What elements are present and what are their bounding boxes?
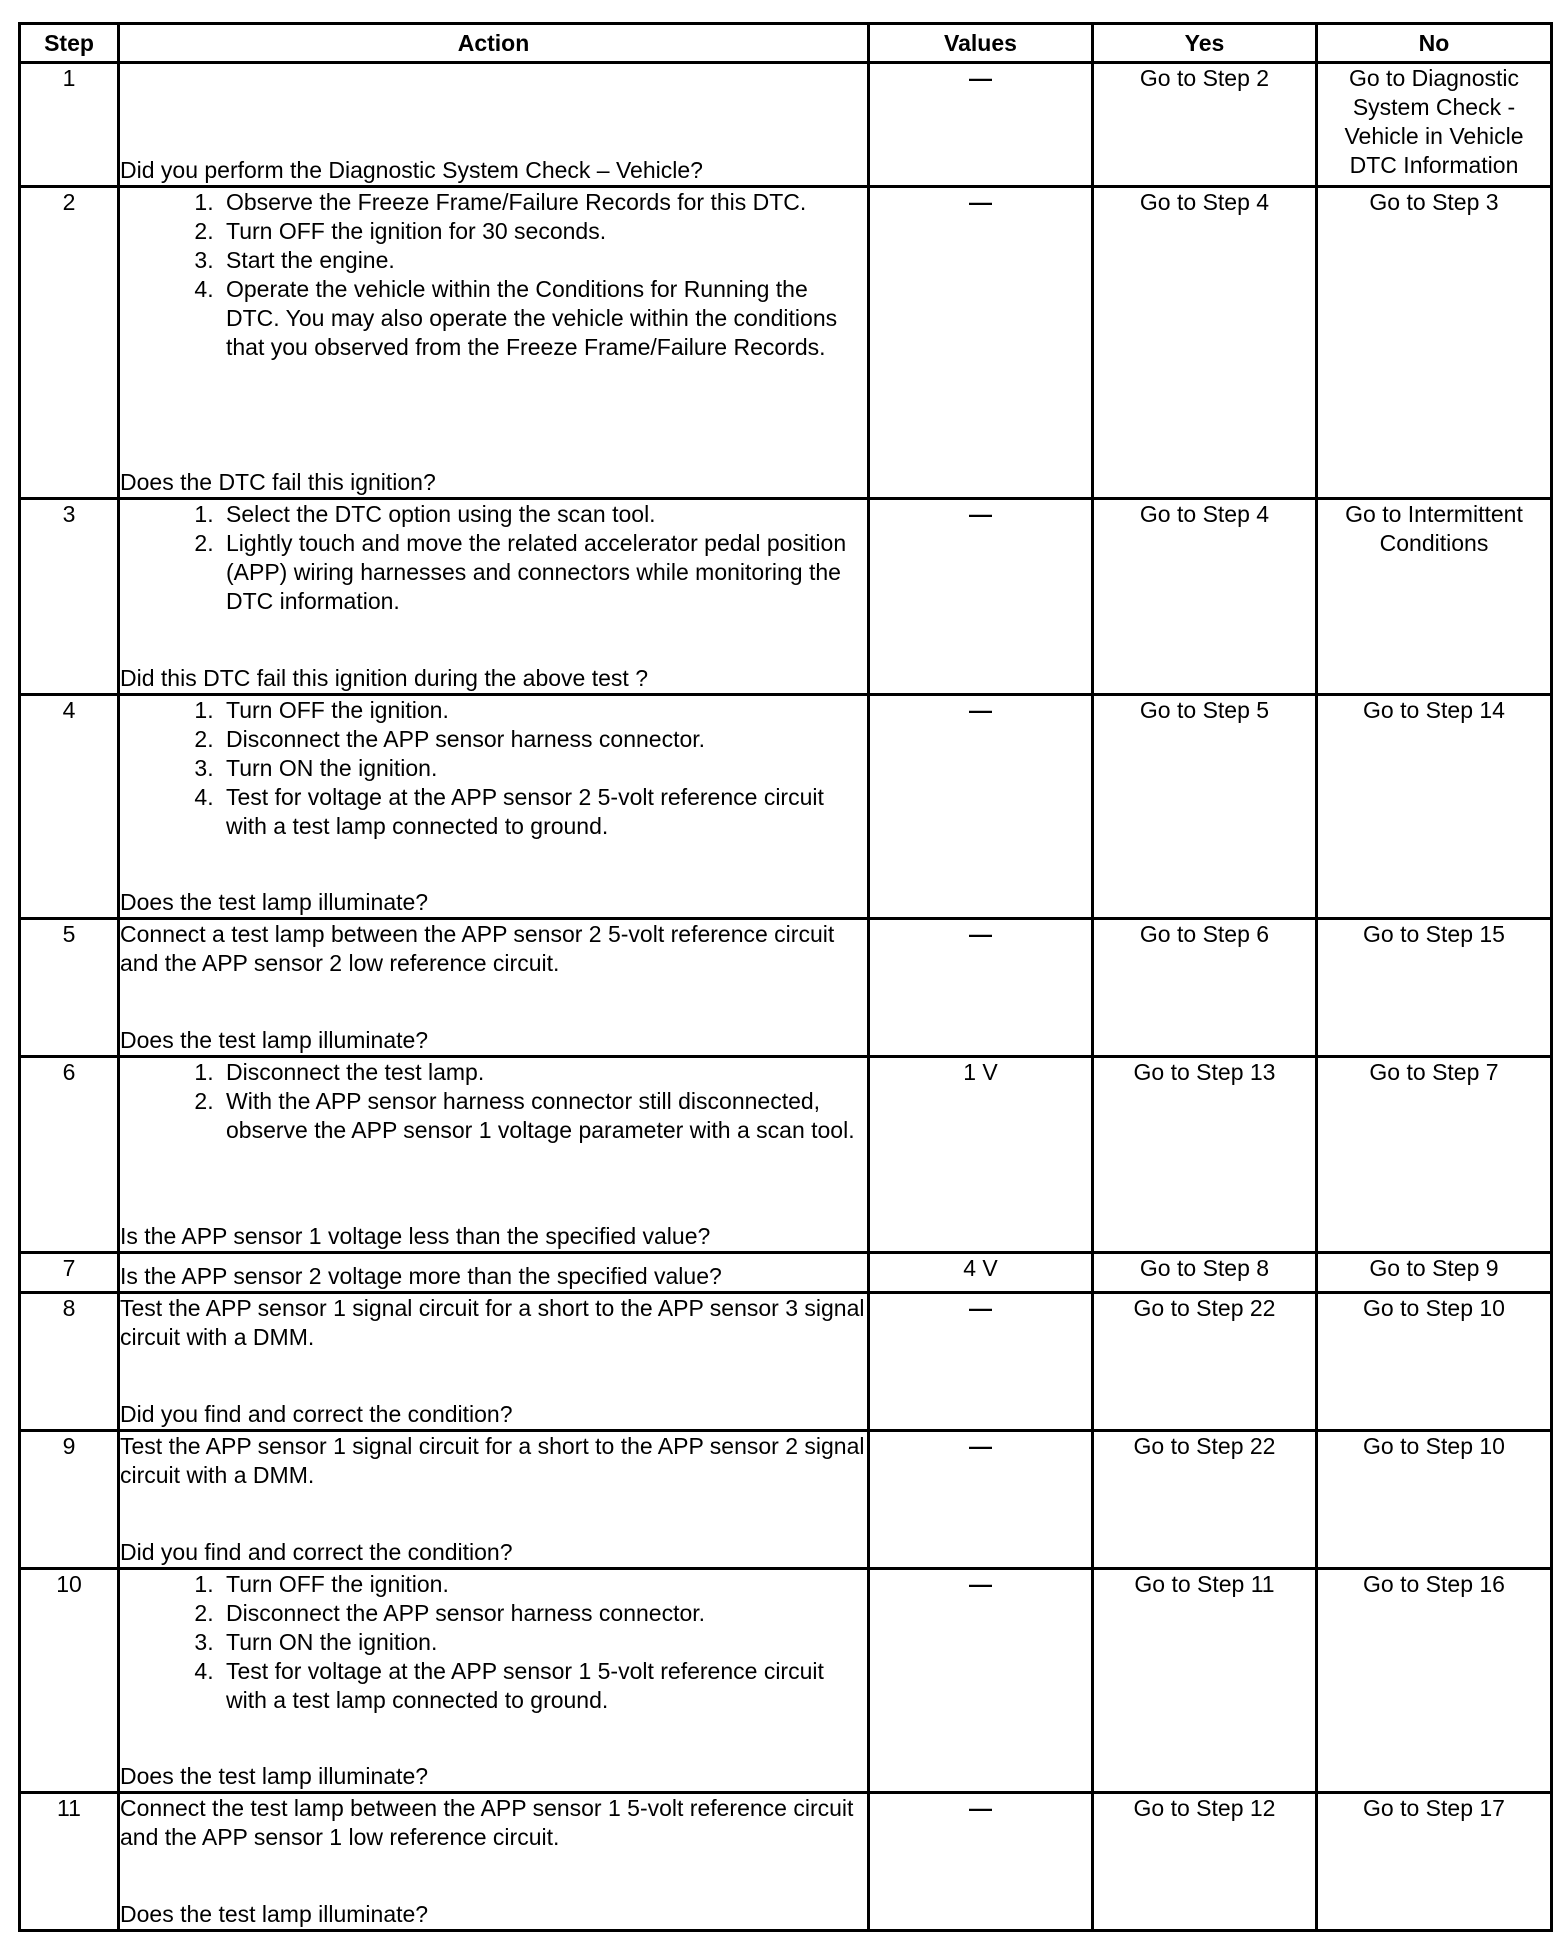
action-step-item: 2. With the APP sensor harness connector still disconnected, observe the APP sensor 1 voltage parameter with a scan tool. bbox=[220, 1087, 867, 1145]
step-number: 11 bbox=[20, 1793, 119, 1931]
no-cell: Go to Step 9 bbox=[1317, 1253, 1552, 1293]
no-cell: Go to Step 7 bbox=[1317, 1057, 1552, 1253]
no-cell: Go to Step 15 bbox=[1317, 919, 1552, 1057]
action-question: Does the test lamp illuminate? bbox=[120, 889, 429, 915]
table-row bbox=[20, 1293, 1552, 1431]
action-step-item: 4. Test for voltage at the APP sensor 2 5-volt reference circuit with a test lamp connected to ground. bbox=[220, 783, 867, 841]
action-step-item: 3. Turn ON the ignition. bbox=[220, 1628, 867, 1657]
step-number: 10 bbox=[20, 1569, 119, 1793]
action-step-item: 1. Select the DTC option using the scan tool. bbox=[220, 500, 867, 529]
action-steps-list bbox=[120, 696, 867, 841]
step-number: 5 bbox=[20, 919, 119, 1057]
action-step-item: 2. Disconnect the APP sensor harness connector. bbox=[220, 725, 867, 754]
step-number: 7 bbox=[20, 1253, 119, 1293]
action-question: Does the test lamp illuminate? bbox=[120, 1027, 429, 1053]
action-step-item: 2. Disconnect the APP sensor harness connector. bbox=[220, 1599, 867, 1628]
action-step-item: 4. Operate the vehicle within the Conditions for Running the DTC. You may also operate the vehicle within the conditions that you observed from the Freeze Frame/Failure Records. bbox=[220, 275, 867, 362]
action-text: Connect a test lamp between the APP sensor 2 5-volt reference circuit and the APP sensor 2 low reference circuit. bbox=[120, 921, 835, 976]
action-question: Is the APP sensor 2 voltage more than the specified value? bbox=[120, 1263, 722, 1289]
yes-cell: Go to Step 8 bbox=[1093, 1253, 1317, 1293]
action-cell bbox=[119, 1431, 869, 1569]
no-cell: Go to Diagnostic System Check - Vehicle in Vehicle DTC Information bbox=[1317, 63, 1552, 187]
step-number: 3 bbox=[20, 499, 119, 695]
table-row bbox=[20, 919, 1552, 1057]
action-question: Did you perform the Diagnostic System Check – Vehicle? bbox=[120, 157, 703, 183]
yes-cell: Go to Step 4 bbox=[1093, 187, 1317, 499]
step-number: 6 bbox=[20, 1057, 119, 1253]
value-cell: — bbox=[869, 1431, 1093, 1569]
action-steps-list bbox=[120, 188, 867, 362]
action-steps-list bbox=[120, 1058, 867, 1145]
yes-cell: Go to Step 2 bbox=[1093, 63, 1317, 187]
action-cell bbox=[119, 1793, 869, 1931]
table-row bbox=[20, 63, 1552, 187]
value-cell: — bbox=[869, 695, 1093, 919]
action-cell bbox=[119, 187, 869, 499]
yes-cell: Go to Step 13 bbox=[1093, 1057, 1317, 1253]
action-question: Does the test lamp illuminate? bbox=[120, 1763, 429, 1789]
no-cell: Go to Intermittent Conditions bbox=[1317, 499, 1552, 695]
yes-cell: Go to Step 11 bbox=[1093, 1569, 1317, 1793]
action-question: Did you find and correct the condition? bbox=[120, 1401, 513, 1427]
header-row bbox=[20, 24, 1552, 63]
value-cell: — bbox=[869, 1569, 1093, 1793]
table-row bbox=[20, 1057, 1552, 1253]
yes-cell: Go to Step 22 bbox=[1093, 1293, 1317, 1431]
table-row bbox=[20, 1431, 1552, 1569]
step-number: 8 bbox=[20, 1293, 119, 1431]
no-cell: Go to Step 10 bbox=[1317, 1293, 1552, 1431]
value-cell: — bbox=[869, 499, 1093, 695]
action-text: Connect the test lamp between the APP sensor 1 5-volt reference circuit and the APP sensor 1 low reference circuit. bbox=[120, 1795, 854, 1850]
value-cell: — bbox=[869, 919, 1093, 1057]
action-question: Did you find and correct the condition? bbox=[120, 1539, 513, 1565]
table-row bbox=[20, 1793, 1552, 1931]
yes-cell: Go to Step 4 bbox=[1093, 499, 1317, 695]
yes-cell: Go to Step 12 bbox=[1093, 1793, 1317, 1931]
action-question: Does the test lamp illuminate? bbox=[120, 1901, 429, 1927]
action-step-item: 1. Turn OFF the ignition. bbox=[220, 1570, 867, 1599]
action-step-item: 1. Disconnect the test lamp. bbox=[220, 1058, 867, 1087]
table-row bbox=[20, 187, 1552, 499]
value-cell: 1 V bbox=[869, 1057, 1093, 1253]
action-cell bbox=[119, 1057, 869, 1253]
yes-cell: Go to Step 5 bbox=[1093, 695, 1317, 919]
action-cell bbox=[119, 1569, 869, 1793]
no-cell: Go to Step 17 bbox=[1317, 1793, 1552, 1931]
step-number: 4 bbox=[20, 695, 119, 919]
action-cell bbox=[119, 499, 869, 695]
yes-cell: Go to Step 22 bbox=[1093, 1431, 1317, 1569]
action-cell bbox=[119, 919, 869, 1057]
action-step-item: 4. Test for voltage at the APP sensor 1 5-volt reference circuit with a test lamp connected to ground. bbox=[220, 1657, 867, 1715]
header-values: Values bbox=[869, 24, 1093, 63]
action-step-item: 2. Turn OFF the ignition for 30 seconds. bbox=[220, 217, 867, 246]
action-steps-list bbox=[120, 500, 867, 616]
action-steps-list bbox=[120, 1570, 867, 1715]
value-cell: 4 V bbox=[869, 1253, 1093, 1293]
table-row bbox=[20, 1569, 1552, 1793]
action-question: Does the DTC fail this ignition? bbox=[120, 469, 436, 495]
action-step-item: 3. Turn ON the ignition. bbox=[220, 754, 867, 783]
no-cell: Go to Step 10 bbox=[1317, 1431, 1552, 1569]
action-step-item: 1. Turn OFF the ignition. bbox=[220, 696, 867, 725]
step-number: 9 bbox=[20, 1431, 119, 1569]
no-cell: Go to Step 3 bbox=[1317, 187, 1552, 499]
value-cell: — bbox=[869, 187, 1093, 499]
table-row bbox=[20, 1253, 1552, 1293]
action-step-item: 2. Lightly touch and move the related accelerator pedal position (APP) wiring harnesses and connectors while monitoring the DTC information. bbox=[220, 529, 867, 616]
no-cell: Go to Step 14 bbox=[1317, 695, 1552, 919]
step-number: 2 bbox=[20, 187, 119, 499]
action-text: Test the APP sensor 1 signal circuit for a short to the APP sensor 2 signal circuit with a DMM. bbox=[120, 1433, 865, 1488]
action-cell bbox=[119, 1293, 869, 1431]
action-cell bbox=[119, 63, 869, 187]
header-action: Action bbox=[119, 24, 869, 63]
header-step: Step bbox=[20, 24, 119, 63]
action-question: Did this DTC fail this ignition during the above test ? bbox=[120, 665, 648, 691]
header-no: No bbox=[1317, 24, 1552, 63]
value-cell: — bbox=[869, 63, 1093, 187]
value-cell: — bbox=[869, 1293, 1093, 1431]
yes-cell: Go to Step 6 bbox=[1093, 919, 1317, 1057]
action-question: Is the APP sensor 1 voltage less than the specified value? bbox=[120, 1223, 711, 1249]
table-row bbox=[20, 695, 1552, 919]
action-text: Test the APP sensor 1 signal circuit for a short to the APP sensor 3 signal circuit with a DMM. bbox=[120, 1295, 865, 1350]
action-step-item: 3. Start the engine. bbox=[220, 246, 867, 275]
no-cell: Go to Step 16 bbox=[1317, 1569, 1552, 1793]
action-step-item: 1. Observe the Freeze Frame/Failure Records for this DTC. bbox=[220, 188, 867, 217]
header-yes: Yes bbox=[1093, 24, 1317, 63]
action-cell bbox=[119, 1253, 869, 1293]
value-cell: — bbox=[869, 1793, 1093, 1931]
step-number: 1 bbox=[20, 63, 119, 187]
table-row bbox=[20, 499, 1552, 695]
action-cell bbox=[119, 695, 869, 919]
diagnostic-table bbox=[18, 22, 1553, 1932]
